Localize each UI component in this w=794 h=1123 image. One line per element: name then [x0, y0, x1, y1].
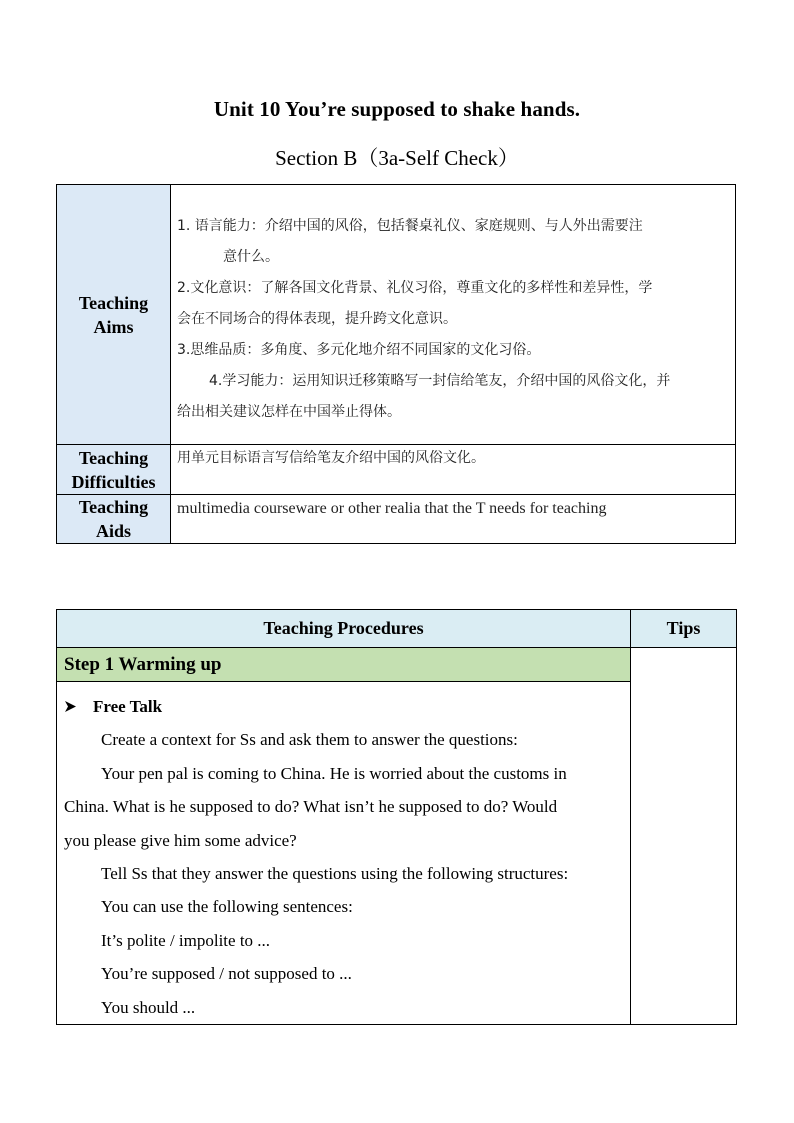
difficulties-row: [57, 445, 736, 495]
aim-line: 4.学习能力：运用知识迁移策略写一封信给笔友，介绍中国的风俗文化，并: [209, 373, 671, 389]
free-talk-heading: [64, 690, 622, 723]
free-talk-label: Free Talk: [93, 697, 163, 716]
difficulties-text: 用单元目标语言写信给笔友介绍中国的风俗文化。: [177, 450, 485, 466]
teaching-procedures-table: [56, 609, 737, 1025]
aids-label-cell: [57, 495, 171, 544]
procedure-line: You should ...: [101, 997, 196, 1017]
procedures-header-row: [57, 610, 737, 648]
procedure-line: Your pen pal is coming to China. He is worried about the customs in: [101, 763, 567, 783]
aims-label-line1: Teaching: [78, 292, 149, 313]
aim-line: 会在不同场合的得体表现，提升跨文化意识。: [177, 311, 457, 327]
step-title: Step 1 Warming up: [57, 648, 631, 682]
aim-line: 给出相关建议怎样在中国举止得体。: [177, 404, 401, 420]
aids-content-cell: [171, 495, 736, 544]
aims-row: [57, 185, 736, 445]
tips-header: Tips: [631, 610, 737, 648]
aids-label-line2: Aids: [95, 521, 131, 541]
procedure-line: It’s polite / impolite to ...: [101, 930, 271, 950]
aim-line: 1. 语言能力：介绍中国的风俗，包括餐桌礼仪、家庭规则、与人外出需要注: [177, 218, 643, 234]
document-title: Unit 10 You’re supposed to shake hands.: [213, 97, 581, 121]
aims-label-line2: Aims: [93, 316, 134, 337]
difficulties-content-cell: [171, 445, 736, 495]
aids-text: multimedia courseware or other realia that the T needs for teaching: [177, 500, 607, 517]
aids-row: [57, 495, 736, 544]
procedures-header: Teaching Procedures: [57, 610, 631, 648]
step-row: [57, 648, 737, 682]
step-body-cell: [57, 682, 631, 1025]
procedure-line: you please give him some advice?: [64, 830, 297, 850]
section-subtitle: Section B（3a-Self Check）: [275, 146, 519, 170]
procedure-line: You’re supposed / not supposed to ...: [101, 964, 352, 984]
teaching-info-table: [56, 184, 736, 544]
aim-line: 3.思维品质：多角度、多元化地介绍不同国家的文化习俗。: [177, 342, 541, 358]
procedure-line: Tell Ss that they answer the questions using the following structures:: [101, 864, 569, 884]
aim-line: 2.文化意识：了解各国文化背景、礼仪习俗，尊重文化的多样性和差异性，学: [177, 280, 653, 296]
procedure-line: Create a context for Ss and ask them to answer the questions:: [101, 730, 518, 750]
difficulties-label-line1: Teaching: [78, 447, 149, 468]
aim-line: 意什么。: [223, 249, 279, 265]
difficulties-label-line2: Difficulties: [71, 471, 156, 492]
aids-label-line1: Teaching: [78, 497, 149, 517]
procedure-line: China. What is he supposed to do? What isn’t he supposed to do? Would: [64, 797, 558, 817]
tips-cell: [631, 648, 737, 1025]
aims-label-cell: [57, 185, 171, 445]
arrow-bullet-icon: [64, 700, 77, 713]
difficulties-label-cell: [57, 445, 171, 495]
procedure-line: You can use the following sentences:: [101, 897, 353, 917]
aims-content-cell: [171, 185, 736, 445]
